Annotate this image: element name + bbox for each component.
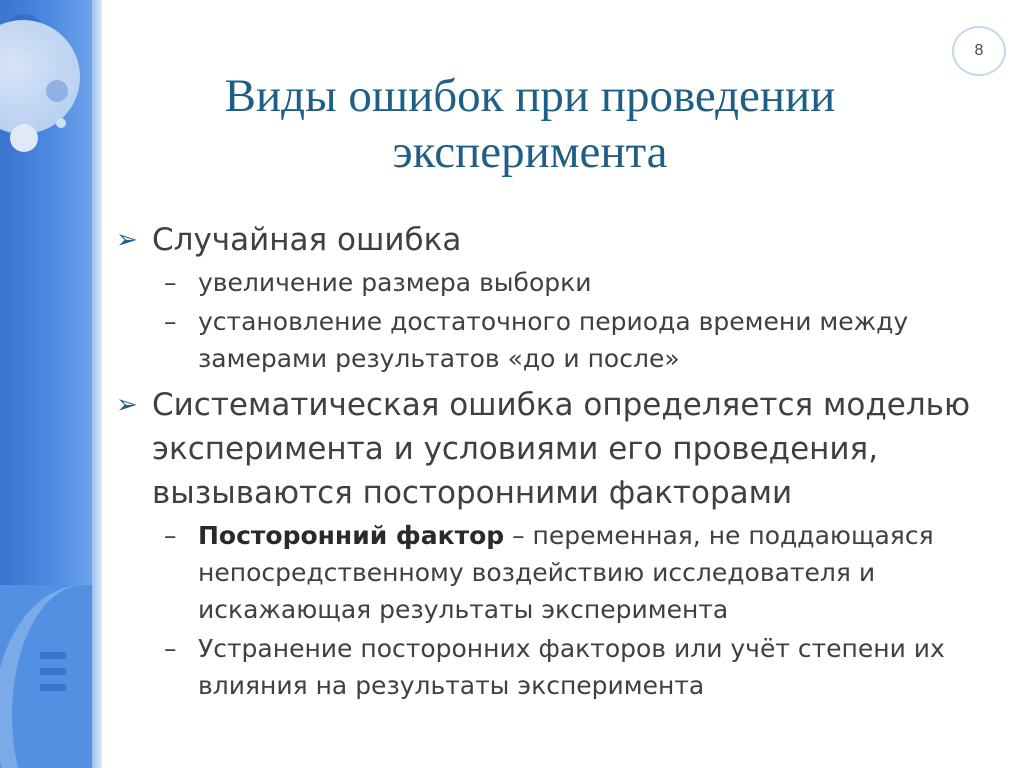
sub-bullet-text: – переменная, не поддающаяся непосредственному воздействию исследователя и искажающая результаты эксперимента <box>198 521 934 624</box>
bullet-text: Систематическая ошибка определяется моделью эксперимента и условиями его проведения, вызываются посторонними факторами <box>152 387 971 511</box>
sub-bullet-dash: – <box>164 268 177 297</box>
decor-bars <box>40 652 66 700</box>
decor-circle <box>56 118 66 128</box>
bullet-item <box>116 218 996 262</box>
page-number-text: 8 <box>974 42 984 59</box>
sub-bullet-item <box>116 303 996 377</box>
sub-bullet-text: увеличение размера выборки <box>198 268 592 297</box>
slide-content <box>116 218 996 704</box>
sub-bullet-dash: – <box>164 521 177 550</box>
sidebar-stripe <box>92 0 102 768</box>
bullet-text: Случайная ошибка <box>152 222 462 258</box>
bullet-arrow-icon: ➢ <box>116 390 138 420</box>
sub-bullet-bold-term: Посторонний фактор <box>198 521 505 550</box>
sub-bullet-item <box>116 630 996 704</box>
sub-bullet-item <box>116 264 996 301</box>
bullet-arrow-icon: ➢ <box>116 225 138 255</box>
sub-bullet-item <box>116 517 996 628</box>
sub-bullet-text: установление достаточного периода времени между замерами результатов «до и после» <box>198 307 909 373</box>
sidebar-band <box>0 0 92 768</box>
page-number <box>952 26 1006 76</box>
sub-bullet-text: Устранение посторонних факторов или учёт степени их влияния на результаты эксперимента <box>198 634 945 700</box>
sub-bullet-dash: – <box>164 307 177 336</box>
decor-circle <box>10 124 38 152</box>
slide-title: Виды ошибок при проведении эксперимента <box>224 70 836 178</box>
decor-circle <box>0 20 80 134</box>
decor-circle <box>46 80 68 102</box>
bullet-item <box>116 383 996 515</box>
sub-bullet-dash: – <box>164 634 177 663</box>
